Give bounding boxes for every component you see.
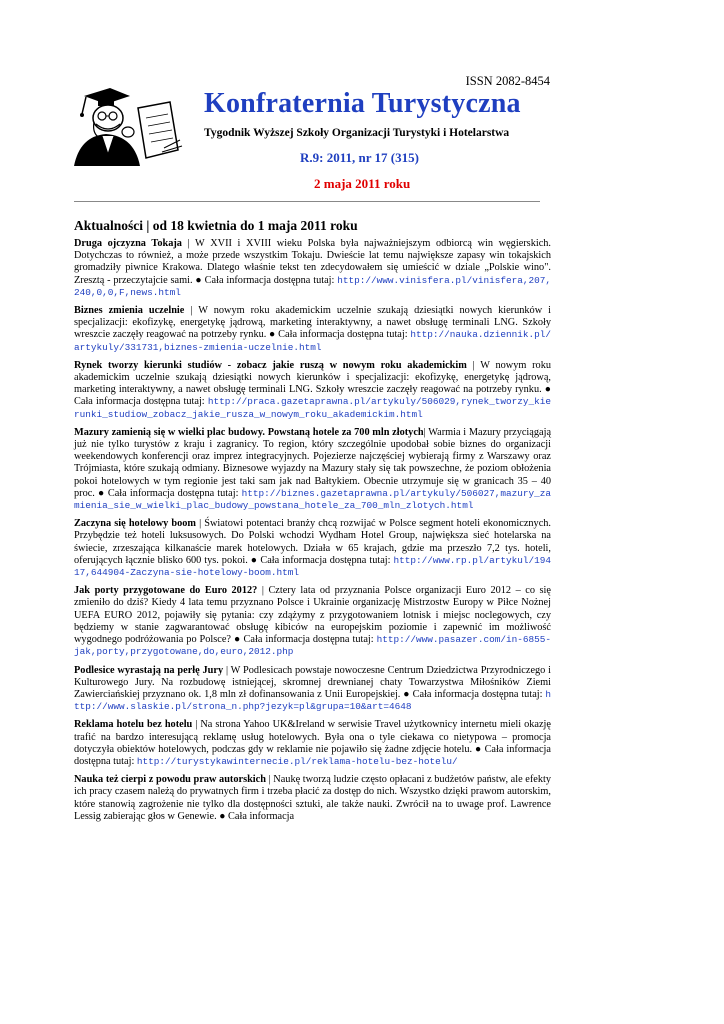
news-item-text: Na strona Yahoo UK&Ireland w serwisie Travel użytkownicy internetu mieli okazję trafić na bardzo interesującą reklamę usług hotelowych. Była ona o tyle ciekawa co nietypowa – promocja dotyczyła obiektów hotelowych, podczas gdy w reklamie nie pojawiło się żadne zdjęcie hotelu. ● Cała informacja dostępna tutaj: — [74, 719, 551, 767]
news-list — [74, 238, 551, 829]
newsletter-title: Konfraternia Turystyczna — [204, 88, 521, 119]
news-item — [74, 305, 551, 354]
news-item-text: W XVII i XVIII wieku Polska była najważniejszym odbiorcą win węgierskich. Dotychczas to również, a może przede wszystkim Tokaju. Dwieście lat temu największe zapasy win tokajskich gromadziły piwnice Krakowa. Dlatego właśnie tekst ten zdecydowałem się umieścić w dziale „Polskie wino". Zresztą - przeczytajcie sami. ● Cała informacja dostępna tutaj: — [74, 238, 551, 286]
separator: | — [223, 664, 231, 676]
news-item — [74, 360, 551, 421]
separator: | — [181, 238, 196, 249]
news-item — [74, 518, 551, 579]
news-item-link[interactable]: http://praca.gazetaprawna.pl/artykuly/506029,rynek_tworzy_kierunki_studiow_zobacz_jakie_rusza_w_nowym_roku_akademickim.html — [74, 396, 551, 420]
news-item-link[interactable]: http://www.slaskie.pl/strona_n.php?jezyk=pl&grupa=10&art=4648 — [74, 688, 551, 713]
separator: | — [265, 774, 274, 786]
news-item-link[interactable]: http://www.pasazer.com/in-6855-jak,porty,przygotowane,do,euro,2012.php — [74, 634, 551, 658]
news-item-title: Zaczyna się hotelowy boom — [74, 518, 196, 530]
news-item-text: Warmia i Mazury przyciągają już nie tylko turystów z kraju i zagranicy. To region, który szczególnie upodobał sobie biznes do organizacji weekendowych konferencji oraz imprez integracyjnych. Pojezierze najczęściej wybierają firmy z Warszawy oraz Trójmiasta, które szukają odmiany. Biznesowe wyjazdy na Mazury stały się tak powszechne, że poziom obłożenia pokoi hotelowych w tym regionie jest taki sam jak nad Bałtykiem. Obecnie utrzymuje się w granicach 35 – 40 proc. ● Cała informacja dostępna tutaj: — [74, 426, 552, 499]
news-item — [74, 774, 551, 823]
news-item-title: Druga ojczyzna Tokaja — [74, 238, 182, 249]
news-item-title: Reklama hotelu bez hotelu — [74, 719, 193, 731]
news-item — [74, 719, 551, 768]
volume-number: R.9: 2011, nr 17 (315) — [300, 150, 419, 165]
news-item — [74, 585, 551, 658]
news-item-text: W nowym roku akademickim uczelnie szukają dziesiątki nowych kierunków i specjalizacji: ekofizykę, energetykę jądrową, marketing interaktywny, a nawet obsługę terminali LNG. Szkoły wreszcie zaczęły reagować na potrzeby rynku. ● Cała informacja dostępna tutaj: — [74, 305, 551, 341]
separator: | — [192, 719, 201, 731]
professor-with-mortarboard-reading-icon — [66, 88, 184, 168]
news-item-title: Mazury zamienią się w wielki plac budowy. Powstaną hotele za 700 mln złotych — [74, 426, 424, 438]
news-item-title: Podlesice wyrastają na perłę Jury — [74, 664, 224, 676]
separator: | — [257, 585, 269, 597]
news-item-text: W Podlesicach powstaje nowoczesne Centrum Dziedzictwa Przyrodniczego i Kulturowego Jury. Na rozbudowę istniejącej, skromnej drewnianej chaty Towarzystwa Miłośników Ziemi Zawierciańskiej przyznano ok. 1,8 mln zł dofinansowania z Unii Europejskiej. ● Cała informacja dostępna tutaj: — [74, 664, 552, 700]
newsletter-subtitle: Tygodnik Wyższej Szkoły Organizacji Turystyki i Hotelarstwa — [204, 127, 510, 139]
news-item-text: Światowi potentaci branży chcą rozwijać w Polsce segment hoteli ekonomicznych. Przybędzie też hoteli luksusowych. Do Polski wchodzi Wydham Hotel Group, największa sieć hotelarska na świecie, zrzeszająca kilkanaście marek hotelowych. Działa w 65 krajach, gdzie ma przeszło 7,2 tys. hoteli, oferujących łącznie blisko 600 tys. pokoi. ● Cała informacja dostępna tutaj: — [74, 518, 551, 566]
news-item-title: Nauka też cierpi z powodu praw autorskich — [74, 774, 266, 786]
issn-number: ISSN 2082-8454 — [465, 74, 550, 88]
header-divider — [74, 201, 540, 202]
separator: | — [466, 359, 481, 371]
news-item-text: W nowym roku akademickim uczelnie szukają dziesiątki nowych kierunków i specjalizacji: ekofizykę, energetykę jądrową, marketing interaktywny, a nawet obsługę terminali LNG. Szkoły wreszcie zaczęły reagować na potrzeby rynku. ● Cała informacja dostępna tutaj: — [74, 359, 552, 408]
section-heading: Aktualności | od 18 kwietnia do 1 maja 2011 roku — [74, 218, 358, 233]
issue-date: 2 maja 2011 roku — [314, 176, 411, 191]
news-item-title: Rynek tworzy kierunki studiów - zobacz jakie ruszą w nowym roku akademickim — [74, 359, 467, 371]
news-item — [74, 427, 551, 512]
news-item-title: Biznes zmienia uczelnie — [74, 305, 185, 317]
separator: | — [196, 518, 205, 530]
news-item-link[interactable]: http://nauka.dziennik.pl/artykuly/331731,biznes-zmienia-uczelnie.html — [74, 329, 551, 353]
separator: | — [423, 426, 429, 438]
news-item-text: Naukę tworzą ludzie często opłacani z budżetów państw, ale efekty ich pracy czasem należą do prywatnych firm i trzeba płacić za dostęp do nich. Wszystko dzięki prawom autorskim, które stanowią zagrożenie nie tylko dla dostępności sztuki, ale także nauki. Zwrócił na to uwage prof. Lawrence Lessig zabierając głos w Genewie. ● Cała informacja — [74, 774, 552, 822]
news-item-text: Cztery lata od przyznania Polsce organizacji Euro 2012 – co się zmieniło do dziś? Kiedy 4 lata temu przyznano Polsce i Ukrainie organizację Mistrzostw Europy w Piłce Nożnej UEFA EURO 2012, pojawiły się pytania: czy zdążymy z przygotowaniem lotnisk i miejsc noclegowych, czy będziemy w stanie zagwarantować obsługę kibiców na europejskim poziomie i zapewnić im możliwość wygodnego podróżowania po Polsce? ● Cała informacja dostępna tutaj: — [74, 585, 551, 646]
news-item — [74, 665, 551, 714]
news-item-link[interactable]: http://www.rp.pl/artykul/19417,644904-Zaczyna-sie-hotelowy-boom.html — [74, 554, 551, 579]
news-item-title: Jak porty przygotowane do Euro 2012? — [74, 585, 258, 597]
news-item — [74, 238, 551, 299]
separator: | — [184, 305, 199, 317]
news-item-link[interactable]: http://turystykawinternecie.pl/reklama-hotelu-bez-hotelu/ — [136, 755, 458, 767]
news-item-link[interactable]: http://biznes.gazetaprawna.pl/artykuly/506027,mazury_zamienia_sie_w_wielki_plac_budowy_powstana_hotele_za_700_mln_zlotych.html — [74, 487, 551, 512]
news-item-link[interactable]: http://www.vinisfera.pl/vinisfera,207,240,0,0,F,news.html — [74, 274, 551, 298]
